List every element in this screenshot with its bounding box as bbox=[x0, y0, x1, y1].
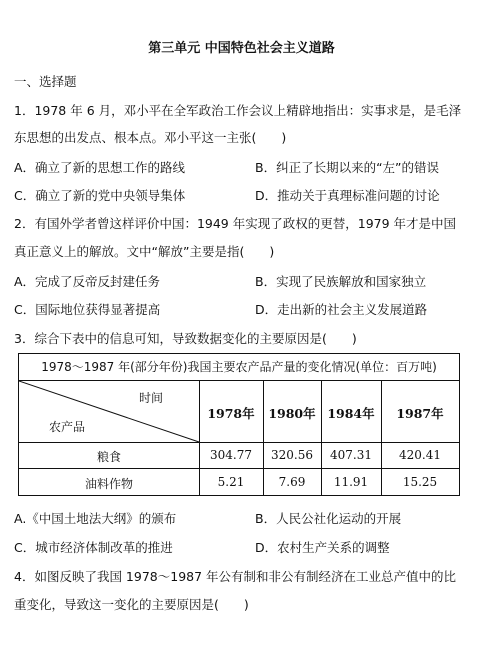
table-divider bbox=[19, 468, 459, 469]
table-cell: 407.31 bbox=[330, 448, 372, 462]
q1-stem-line2: 东思想的出发点、根本点。邓小平这一主张( ) bbox=[14, 130, 287, 145]
q3-option-d[interactable]: D．农村生产关系的调整 bbox=[255, 540, 390, 555]
q2-option-a[interactable]: A．完成了反帝反封建任务 bbox=[14, 274, 161, 289]
q1-stem-line1: 1．1978 年 6 月，邓小平在全军政治工作会议上精辟地指出：实事求是，是毛泽 bbox=[14, 103, 462, 118]
q3-option-c[interactable]: C．城市经济体制改革的推进 bbox=[14, 540, 173, 555]
year-header: 1984年 bbox=[327, 406, 375, 421]
year-header: 1987年 bbox=[396, 406, 444, 421]
table-cell: 11.91 bbox=[333, 475, 369, 489]
q1-option-c[interactable]: C．确立了新的党中央领导集体 bbox=[14, 188, 186, 203]
q2-option-b[interactable]: B．实现了民族解放和国家独立 bbox=[255, 274, 427, 289]
table-caption: 1978～1987 年(部分年份)我国主要农产品产量的变化情况(单位：百万吨) bbox=[19, 354, 459, 381]
q3-stem: 3．综合下表中的信息可知，导致数据变化的主要原因是( ) bbox=[14, 331, 357, 346]
row-label-grain: 粮食 bbox=[96, 450, 121, 464]
table-cell: 7.69 bbox=[278, 475, 306, 489]
table-cell: 15.25 bbox=[402, 475, 438, 489]
q1-option-b[interactable]: B．纠正了长期以来的“左”的错误 bbox=[255, 160, 440, 175]
q4-stem-line2: 重变化，导致这一变化的主要原因是( ) bbox=[14, 597, 249, 612]
table-cell: 320.56 bbox=[271, 448, 313, 462]
header-time: 时间 bbox=[139, 391, 164, 405]
q2-option-c[interactable]: C．国际地位获得显著提高 bbox=[14, 302, 161, 317]
row-label-oil-crops: 油料作物 bbox=[84, 477, 133, 491]
q1-option-d[interactable]: D．推动关于真理标准问题的讨论 bbox=[255, 188, 440, 203]
q3-option-b[interactable]: B．人民公社化运动的开展 bbox=[255, 511, 402, 526]
section-heading: 一、选择题 bbox=[14, 74, 77, 89]
table-cell: 304.77 bbox=[210, 448, 252, 462]
table-cell: 420.41 bbox=[399, 448, 441, 462]
table-cell: 5.21 bbox=[217, 475, 245, 489]
q2-option-d[interactable]: D．走出新的社会主义发展道路 bbox=[255, 302, 428, 317]
year-header: 1980年 bbox=[268, 406, 316, 421]
q2-stem-line2: 真正意义上的解放。文中“解放”主要是指( ) bbox=[14, 244, 275, 259]
page-title: 第三单元 中国特色社会主义道路 bbox=[148, 41, 335, 56]
header-product: 农产品 bbox=[49, 420, 86, 434]
q3-option-a[interactable]: A.《中国土地法大纲》的颁布 bbox=[14, 511, 177, 526]
production-table bbox=[18, 353, 460, 496]
q2-stem-line1: 2．有国外学者曾这样评价中国：1949 年实现了政权的更替，1979 年才是中国 bbox=[14, 216, 457, 231]
q4-stem-line1: 4．如图反映了我国 1978～1987 年公有制和非公有制经济在工业总产值中的比 bbox=[14, 569, 457, 584]
year-header: 1978年 bbox=[207, 406, 255, 421]
header-diagonal bbox=[19, 381, 200, 443]
q1-option-a[interactable]: A．确立了新的思想工作的路线 bbox=[14, 160, 186, 175]
